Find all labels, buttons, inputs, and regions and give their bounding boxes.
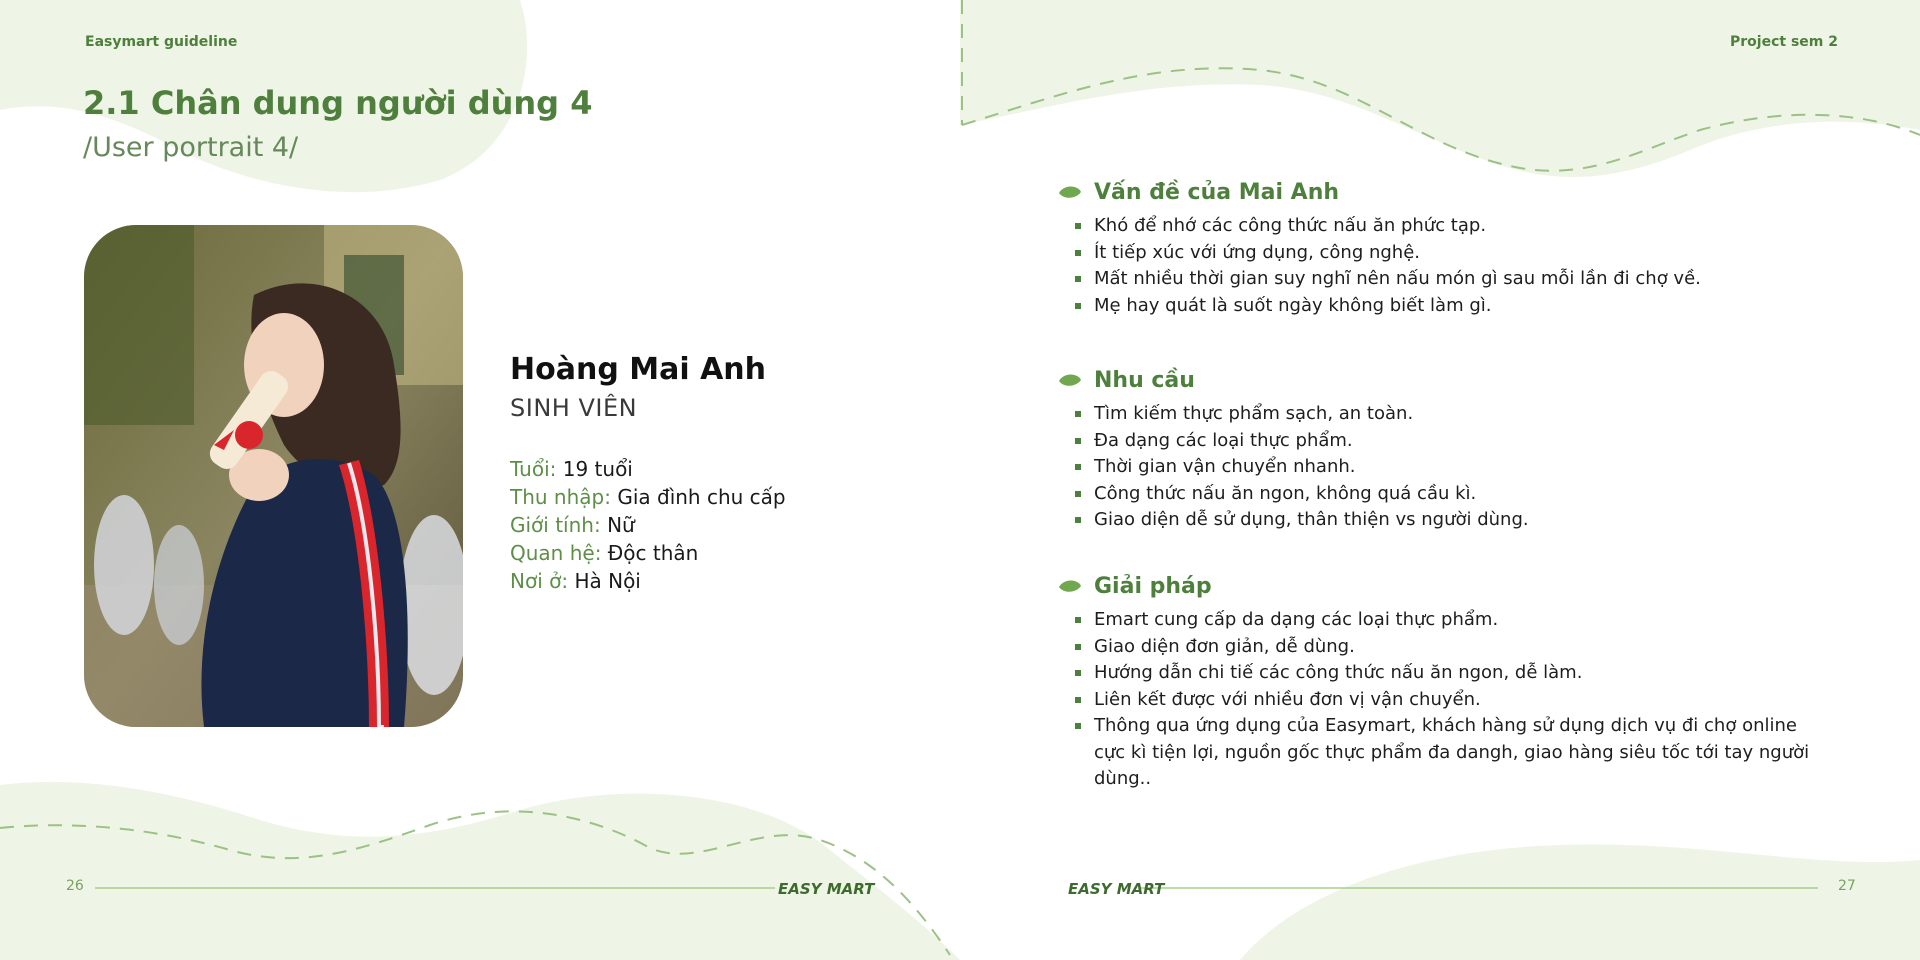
info-value: Độc thân — [607, 541, 699, 565]
info-value: 19 tuổi — [562, 457, 633, 481]
list-item: Đa dạng các loại thực phẩm. — [1058, 428, 1828, 455]
leaf-icon — [1058, 184, 1082, 200]
persona-info — [510, 455, 786, 595]
info-gender — [510, 511, 786, 539]
list-item: Khó để nhớ các công thức nấu ăn phức tạp. — [1058, 213, 1828, 240]
list-item: Ít tiếp xúc với ứng dụng, công nghệ. — [1058, 240, 1828, 267]
bullet-list — [1058, 401, 1828, 534]
bullet-list — [1058, 607, 1828, 793]
info-label: Tuổi: — [510, 457, 557, 481]
info-label: Quan hệ: — [510, 541, 602, 565]
document-header: Easymart guideline — [85, 34, 238, 50]
list-item: Công thức nấu ăn ngon, không quá cầu kì. — [1058, 481, 1828, 508]
info-value: Gia đình chu cấp — [617, 485, 786, 509]
persona-name: Hoàng Mai Anh — [510, 352, 766, 387]
info-label: Thu nhập: — [510, 485, 611, 509]
leaf-icon — [1058, 372, 1082, 388]
easymart-logo-right: EASY MART — [1068, 880, 1165, 898]
persona-role: SINH VIÊN — [510, 394, 638, 422]
info-residence — [510, 567, 786, 595]
info-age — [510, 455, 786, 483]
list-item: Thông qua ứng dụng của Easymart, khách hàng sử dụng dịch vụ đi chợ online cực kì tiện lợi, nguồn gốc thực phẩm đa dangh, giao hàng siêu tốc tới tay người dùng.. — [1058, 713, 1828, 793]
leaf-icon — [1058, 578, 1082, 594]
section-title: Giải pháp — [1094, 573, 1212, 599]
list-item: Liên kết được với nhiều đơn vị vận chuyển. — [1058, 687, 1828, 714]
easymart-logo-left: EASY MART — [778, 880, 875, 898]
list-item: Emart cung cấp da dạng các loại thực phẩm. — [1058, 607, 1828, 634]
info-relationship — [510, 539, 786, 567]
persona-photo — [84, 225, 463, 727]
page-title: 2.1 Chân dung người dùng 4 — [83, 84, 593, 122]
page-number-right: 27 — [1838, 878, 1856, 894]
info-label: Nơi ở: — [510, 569, 569, 593]
section-solutions — [1058, 571, 1828, 793]
info-income — [510, 483, 786, 511]
bullet-list — [1058, 213, 1828, 319]
section-title: Nhu cầu — [1094, 367, 1195, 393]
list-item: Giao diện dễ sử dụng, thân thiện vs người dùng. — [1058, 507, 1828, 534]
list-item: Giao diện đơn giản, dễ dùng. — [1058, 634, 1828, 661]
project-label: Project sem 2 — [1730, 34, 1838, 50]
list-item: Mẹ hay quát là suốt ngày không biết làm gì. — [1058, 293, 1828, 320]
section-needs — [1058, 365, 1828, 534]
info-label: Giới tính: — [510, 513, 601, 537]
list-item: Hướng dẫn chi tiế các công thức nấu ăn ngon, dễ làm. — [1058, 660, 1828, 687]
section-title: Vấn đề của Mai Anh — [1094, 179, 1340, 205]
list-item: Mất nhiều thời gian suy nghĩ nên nấu món gì sau mỗi lần đi chợ về. — [1058, 266, 1828, 293]
section-problems — [1058, 177, 1828, 319]
list-item: Tìm kiếm thực phẩm sạch, an toàn. — [1058, 401, 1828, 428]
info-value: Hà Nội — [574, 569, 641, 593]
info-value: Nữ — [607, 513, 635, 537]
page-subtitle: /User portrait 4/ — [83, 132, 299, 163]
list-item: Thời gian vận chuyển nhanh. — [1058, 454, 1828, 481]
page-number-left: 26 — [66, 878, 84, 894]
